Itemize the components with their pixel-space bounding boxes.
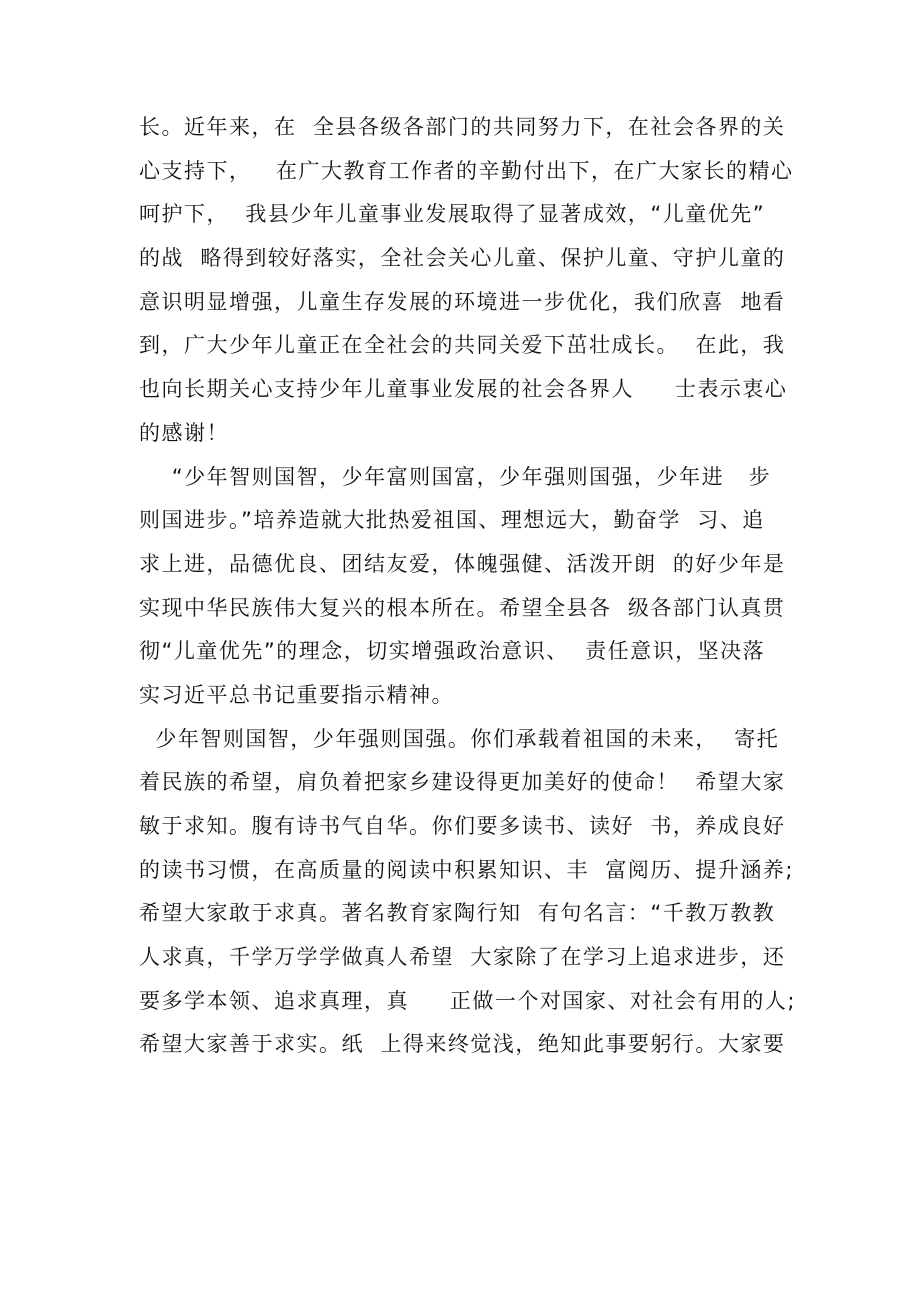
text-line: 实现中华民族伟大复兴的根本所在。希望全县各 级各部门认真贯 bbox=[139, 595, 786, 620]
text-line: 长。近年来，在 全县各级各部门的共同努力下，在社会各界的关 bbox=[139, 115, 786, 139]
text-line: 呵护下， 我县少年儿童事业发展取得了显著成效，“儿童优先” bbox=[139, 202, 766, 227]
text-line: 的战 略得到较好落实，全社会关心儿童、保护儿童、守护儿童的 bbox=[139, 246, 786, 271]
text-line: 少年智则国智，少年强则国强。你们承载着祖国的未来， 寄托 bbox=[139, 726, 780, 751]
text-line: 意识明显增强，儿童生存发展的环境进一步优化，我们欣喜 地看 bbox=[139, 289, 786, 314]
text-line: 则国进步。”培养造就大批热爱祖国、理想远大，勤奋学 习、追 bbox=[139, 508, 765, 533]
text-line: 心支持下， 在广大教育工作者的辛勤付出下，在广大家长的精心 bbox=[139, 158, 794, 183]
text-line: 人求真，千学万学学做真人希望 大家除了在学习上追求进步，还 bbox=[139, 945, 786, 970]
text-line: 求上进，品德优良、团结友爱，体魄强健、活泼开朗 的好少年是 bbox=[139, 551, 786, 576]
text-line: 希望大家敢于求真。著名教育家陶行知 有句名言：“千教万教教 bbox=[139, 901, 776, 926]
text-line: 也向长期关心支持少年儿童事业发展的社会各界人 士表示衷心 bbox=[139, 377, 788, 402]
text-line: “少年智则国智，少年富则国富，少年强则国强，少年进 步 bbox=[139, 464, 772, 489]
text-line: 的感谢！ bbox=[139, 420, 229, 445]
text-line: 实习近平总书记重要指示精神。 bbox=[139, 682, 454, 707]
text-line: 到，广大少年儿童正在全社会的共同关爱下茁壮成长。 在此，我 bbox=[139, 333, 786, 358]
text-line: 敏于求知。腹有诗书气自华。你们要多读书、读好 书，养成良好 bbox=[139, 814, 786, 838]
text-line: 彻“儿童优先”的理念，切实增强政治意识、 责任意识，坚决落 bbox=[139, 639, 766, 664]
body-text bbox=[139, 106, 819, 1067]
text-line: 要多学本领、追求真理，真 正做一个对国家、对社会有用的人; bbox=[139, 988, 796, 1013]
text-line: 着民族的希望，肩负着把家乡建设得更加美好的使命！ 希望大家 bbox=[139, 770, 786, 795]
text-line: 的读书习惯，在高质量的阅读中积累知识、丰 富阅历、提升涵养; bbox=[139, 857, 794, 882]
text-line: 希望大家善于求实。纸 上得来终觉浅，绝知此事要躬行。大家要 bbox=[139, 1032, 786, 1057]
